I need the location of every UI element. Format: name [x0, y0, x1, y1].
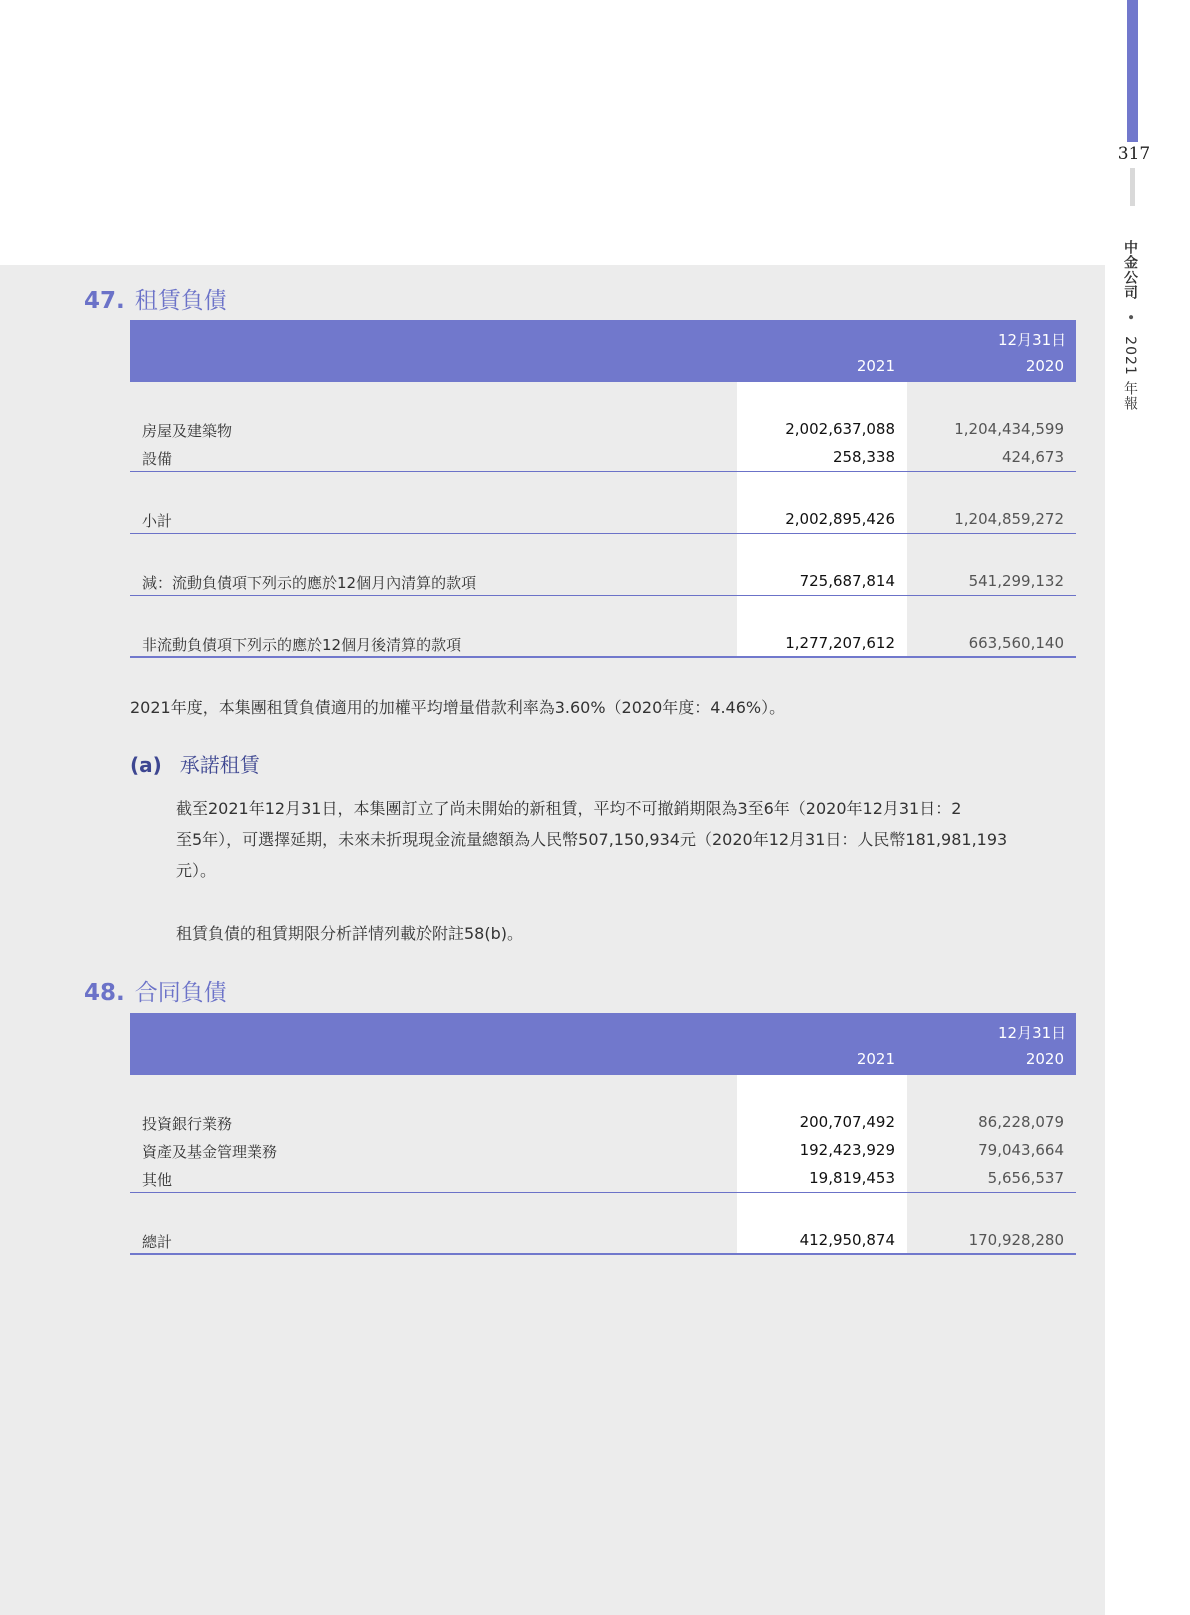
subsection-title: 承諾租賃 [179, 753, 260, 777]
row-label: 資產及基金管理業務 [142, 1143, 278, 1161]
paragraph-line: 元）。 [176, 861, 217, 880]
table-row [130, 632, 1076, 658]
header-year-2020: 2020 [1025, 357, 1064, 375]
value-2021: 200,707,492 [799, 1113, 895, 1131]
value-2021: 19,819,453 [809, 1169, 895, 1187]
value-2020: 424,673 [1001, 448, 1064, 466]
row-label: 設備 [142, 450, 173, 468]
value-2020: 170,928,280 [968, 1231, 1064, 1249]
header-date: 12月31日 [998, 1024, 1067, 1042]
value-2020: 663,560,140 [968, 634, 1064, 652]
value-2021: 192,423,929 [799, 1141, 895, 1159]
row-divider [130, 1192, 1076, 1193]
section-title: 租賃負債 [134, 288, 227, 314]
value-2021: 2,002,637,088 [785, 420, 895, 438]
value-2020: 1,204,859,272 [954, 510, 1064, 528]
value-2021: 2,002,895,426 [785, 510, 895, 528]
header-year-2020: 2020 [1025, 1050, 1064, 1068]
row-label: 總計 [142, 1233, 173, 1251]
value-2021: 258,338 [832, 448, 895, 466]
header-year-2021: 2021 [856, 357, 895, 375]
contract-liabilities-table [130, 1013, 1076, 1255]
page-accent-bar [1127, 0, 1138, 142]
table-row [130, 1139, 1076, 1165]
page-divider-bar [1130, 168, 1135, 206]
value-2021: 1,277,207,612 [785, 634, 895, 652]
value-2021: 725,687,814 [799, 572, 895, 590]
table-row [130, 508, 1076, 534]
value-2020: 1,204,434,599 [954, 420, 1064, 438]
row-label: 減：流動負債項下列示的應於12個月內清算的款項 [142, 574, 477, 592]
row-label: 投資銀行業務 [142, 1115, 233, 1133]
running-title [1120, 240, 1140, 411]
value-2020: 5,656,537 [987, 1169, 1064, 1187]
company-name: 中金公司 [1122, 240, 1138, 300]
row-divider [130, 595, 1076, 596]
section-number: 47. [84, 288, 125, 314]
interest-rate-note: 2021年度，本集團租賃負債適用的加權平均增量借款利率為3.60%（2020年度：4.46%）。 [130, 698, 786, 717]
row-divider [130, 533, 1076, 534]
subsection-tag: (a) [130, 753, 162, 777]
table-header [130, 320, 1076, 382]
row-label: 房屋及建築物 [142, 422, 233, 440]
table-row [130, 418, 1076, 444]
table-row [130, 446, 1076, 472]
section-title: 合同負債 [134, 980, 227, 1006]
header-date: 12月31日 [998, 331, 1067, 349]
report-name: 2021 年報 [1122, 336, 1138, 412]
value-2020: 86,228,079 [978, 1113, 1064, 1131]
table-bottom-rule [130, 656, 1076, 658]
table-bottom-rule [130, 1253, 1076, 1255]
subsection-a-heading [130, 749, 260, 778]
header-year-2021: 2021 [856, 1050, 895, 1068]
value-2021: 412,950,874 [799, 1231, 895, 1249]
table-row [130, 1167, 1076, 1193]
maturity-reference-paragraph: 租賃負債的租賃期限分析詳情列載於附註58(b)。 [176, 924, 524, 943]
section-48-heading [84, 974, 227, 1007]
table-row [130, 570, 1076, 596]
committed-leases-paragraph [176, 793, 1086, 886]
row-label: 小計 [142, 512, 173, 530]
table-row [130, 1229, 1076, 1255]
bullet-icon: • [1122, 313, 1138, 323]
row-label: 非流動負債項下列示的應於12個月後清算的款項 [142, 636, 462, 654]
value-2020: 79,043,664 [978, 1141, 1064, 1159]
table-body [130, 1075, 1076, 1255]
current-year-column-highlight [737, 1075, 907, 1255]
row-label: 其他 [142, 1171, 173, 1189]
row-divider [130, 471, 1076, 472]
table-header [130, 1013, 1076, 1075]
table-body [130, 382, 1076, 658]
page-number: 317 [1117, 144, 1151, 164]
lease-liabilities-table [130, 320, 1076, 658]
section-47-heading [84, 282, 227, 315]
paragraph-line: 至5年），可選擇延期，未來未折現現金流量總額為人民幣507,150,934元（2020年12月31日：人民幣181,981,193 [176, 830, 1008, 849]
value-2020: 541,299,132 [968, 572, 1064, 590]
table-row [130, 1111, 1076, 1137]
paragraph-line: 截至2021年12月31日，本集團訂立了尚未開始的新租賃，平均不可撤銷期限為3至6年（2020年12月31日：2 [176, 799, 962, 818]
section-number: 48. [84, 980, 125, 1006]
